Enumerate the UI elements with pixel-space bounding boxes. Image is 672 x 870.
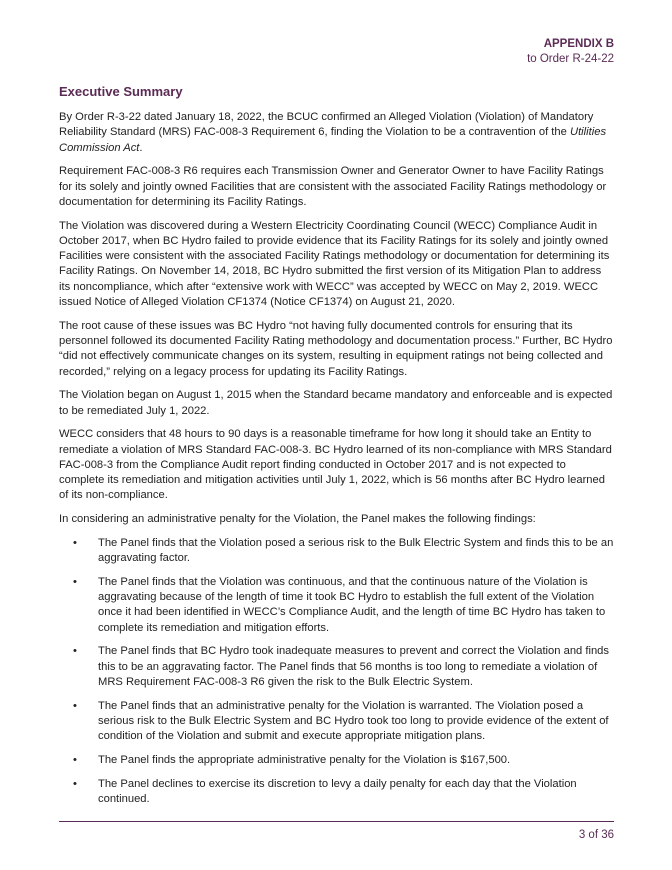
paragraph-discovery: The Violation was discovered during a Western Electricity Coordinating Council (WECC) Compliance Audit in October 2017, when BC Hydro failed to provide evidence that its Facility Ratings for its solely and jointly owned Facilities were consistent with the associated Facility Ratings methodology or documentation for determining its Facility Ratings. On November 14, 2018, BC Hydro submitted the first version of its Mitigation Plan to address its noncompliance, which after “extensive work with WECC” was accepted by WECC on May 2, 2019. WECC issued Notice of Alleged Violation CF1374 (Notice CF1374) on August 21, 2020. [59,219,610,309]
act-name: Utilities Commission Act [59,126,607,154]
list-item [59,644,614,690]
paragraph-end: . [139,141,143,154]
bullet-icon: • [73,536,77,549]
list-item [59,753,614,768]
page-number: 3 of 36 [578,829,614,841]
bullet-icon: • [73,777,77,790]
paragraph-findings-intro: In considering an administrative penalty for the Violation, the Panel makes the following findings: [59,513,536,526]
paragraph-root-cause: The root cause of these issues was BC Hydro “not having fully documented controls for ensuring that its personnel followed its documented Facility Rating methodology and documentation process.” Further, BC Hydro “did not effectively communicate changes on its system, resulting in equipment ratings not being collected and recorded,” relying on a legacy process for updating its Facility Ratings. [59,319,613,378]
list-item [59,777,614,808]
bullet-icon: • [73,645,77,658]
paragraph-timeframe: WECC considers that 48 hours to 90 days is a reasonable timeframe for how long it should take an Entity to remediate a violation of MRS Standard FAC-008-3. BC Hydro learned of its non-compliance with MRS Standard FAC-008-3 from the Compliance Audit report finding conducted in October 2017 and is not expected to complete its remediation and mitigation activities until July 1, 2022, which is 56 months after BC Hydro learned of its non-compliance. [59,428,612,502]
appendix-label: APPENDIX B [543,38,614,50]
paragraph-order-confirmation [59,110,614,156]
paragraph-requirement: Requirement FAC-008-3 R6 requires each Transmission Owner and Generator Owner to have Facility Ratings for its solely and jointly owned Facilities that are consistent with the associated Facility Ratings methodology or documentation for determining its Facility Ratings. [59,165,607,208]
list-item-text: The Panel finds that the Violation was continuous, and that the continuous nature of the Violation is aggravating because of the length of time it took BC Hydro to establish the full extent of the Violation once it had been identified in WECC’s Compliance Audit, and the length of time BC Hydro has taken to complete its remediation and mitigation efforts. [98,575,606,634]
section-title: Executive Summary [59,84,183,99]
list-item [59,575,614,636]
paragraph-duration: The Violation began on August 1, 2015 when the Standard became mandatory and enforceable and is expected to be remediated July 1, 2022. [59,389,613,417]
list-item [59,536,614,567]
bullet-icon: • [73,575,77,588]
findings-list [59,536,614,807]
appendix-header [527,37,614,67]
list-item-text: The Panel declines to exercise its discretion to levy a daily penalty for each day that the Violation continued. [98,777,577,805]
order-reference: to Order R-24-22 [527,53,614,65]
list-item-text: The Panel finds that an administrative penalty for the Violation is warranted. The Violation posed a serious risk to the Bulk Electric System and BC Hydro took too long to provide evidence of the extent of condition of the Violation and submit and execute appropriate mitigation plans. [98,699,609,743]
footer-divider [59,821,614,822]
list-item-text: The Panel finds the appropriate administrative penalty for the Violation is $167,500. [98,753,511,766]
paragraph-text: By Order R-3-22 dated January 18, 2022, the BCUC confirmed an Alleged Violation (Violation) of Mandatory Reliability Standard (MRS) FAC-008-3 Requirement 6, finding the Violation to be a contravention of the [59,111,594,139]
list-item-text: The Panel finds that BC Hydro took inadequate measures to prevent and correct the Violation and finds this to be an aggravating factor. The Panel finds that 56 months is too long to remediate a violation of MRS Requirement FAC-008-3 R6 given the risk to the Bulk Electric System. [98,645,609,689]
document-body [59,110,614,816]
bullet-icon: • [73,753,77,766]
list-item-text: The Panel finds that the Violation posed a serious risk to the Bulk Electric System and finds this to be an aggravating factor. [98,536,614,565]
bullet-icon: • [73,699,77,712]
list-item [59,699,614,745]
